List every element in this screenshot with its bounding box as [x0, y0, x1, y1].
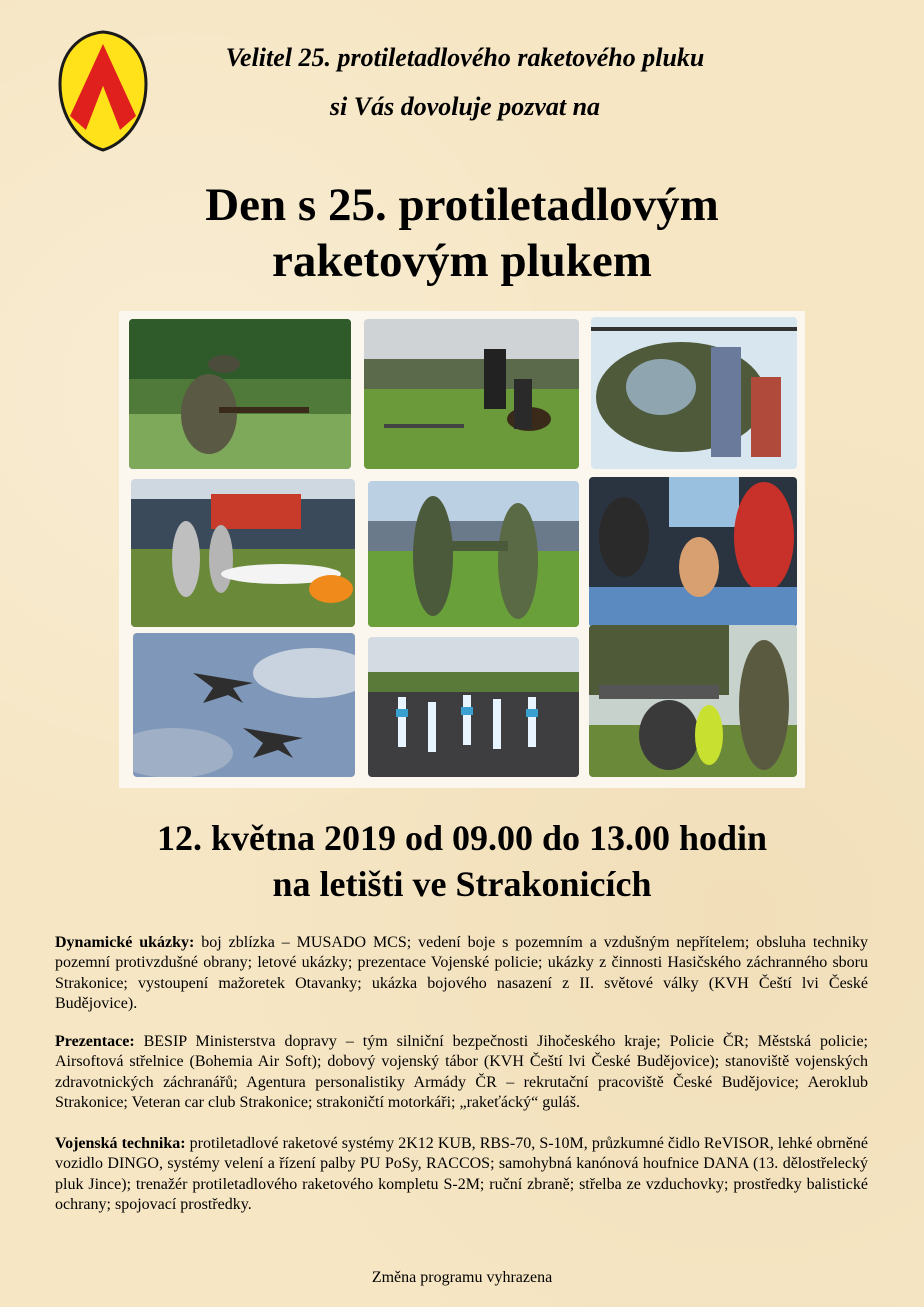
program-presentations-label: Prezentace: — [55, 1033, 135, 1050]
photo-firefighters — [131, 479, 355, 627]
photo-jet-fighters — [133, 633, 355, 777]
photo-helicopter — [591, 317, 797, 469]
photo-dog-handler — [364, 319, 579, 469]
unit-emblem — [58, 30, 148, 152]
program-military-equipment-label: Vojenská technika: — [55, 1135, 186, 1152]
program-presentations — [55, 1032, 868, 1113]
event-title-line-2: raketovým plukem — [272, 235, 652, 287]
event-title — [60, 177, 864, 289]
photo-ww2-soldier — [129, 319, 351, 469]
program-dynamic-demos-text: boj zblízka – MUSADO MCS; vedení boje s pozemním a vzdušným nepřítelem; obsluha techniky pozemní protivzdušné obrany; letové ukázky; prezentace Vojenské policie; ukázky z činnosti Hasičského záchranného sboru Strakonice; vystoupení mažoretek Otavanky; ukázka bojového nasazení z II. světové války (KVH Čeští lvi České Budějovice). — [55, 934, 868, 1012]
program-presentations-text: BESIP Ministerstva dopravy – tým silniční bezpečnosti Jihočeského kraje; Policie ČR; Městská policie; Airsoftová střelnice (Bohemia Air Soft); dobový vojenský tábor (KVH Čeští lvi České Budějovice); stanoviště vojenských zdravotnických záchranářů; Agentura personalistiky Armády ČR – rekrutační pracoviště České Budějovice; Aeroklub Strakonice; Veteran car club Strakonice; strakoničtí motorkáři; „rakeťácký“ guláš. — [55, 1033, 868, 1111]
photo-collage — [119, 311, 805, 788]
invitation-line-2: si Vás dovoluje pozvat na — [329, 92, 601, 121]
event-location: na letišti ve Strakonicích — [272, 864, 652, 904]
program-dynamic-demos-label: Dynamické ukázky: — [55, 934, 195, 951]
invitation-line-1: Velitel 25. protiletadlového raketového pluku — [225, 43, 705, 72]
event-date: 12. května 2019 od 09.00 do 13.00 hodin — [156, 818, 768, 858]
photo-close-combat — [368, 481, 579, 627]
photo-majorettes — [368, 637, 579, 777]
program-military-equipment — [55, 1134, 868, 1215]
program-dynamic-demos — [55, 933, 868, 1014]
program-change-notice: Změna programu vyhrazena — [371, 1269, 553, 1286]
event-title-line-1: Den s 25. protiletadlovým — [205, 179, 719, 231]
photo-presentation-stand — [589, 477, 797, 627]
photo-missile-system — [589, 625, 797, 777]
program-military-equipment-text: protiletadlové raketové systémy 2K12 KUB, RBS-70, S-10M, průzkumné čidlo ReVISOR, lehké obrněné vozidlo DINGO, systémy velení a řízení palby PU PoSy, RACCOS; samohybná kanónová houfnice DANA (13. dělostřelecký pluk Jince); trenažér protiletadlového raketového kompletu S-2M; ruční zbraně; střelba ze vzduchovky; prostředky balistické ochrany; spojovací prostředky. — [55, 1135, 869, 1213]
